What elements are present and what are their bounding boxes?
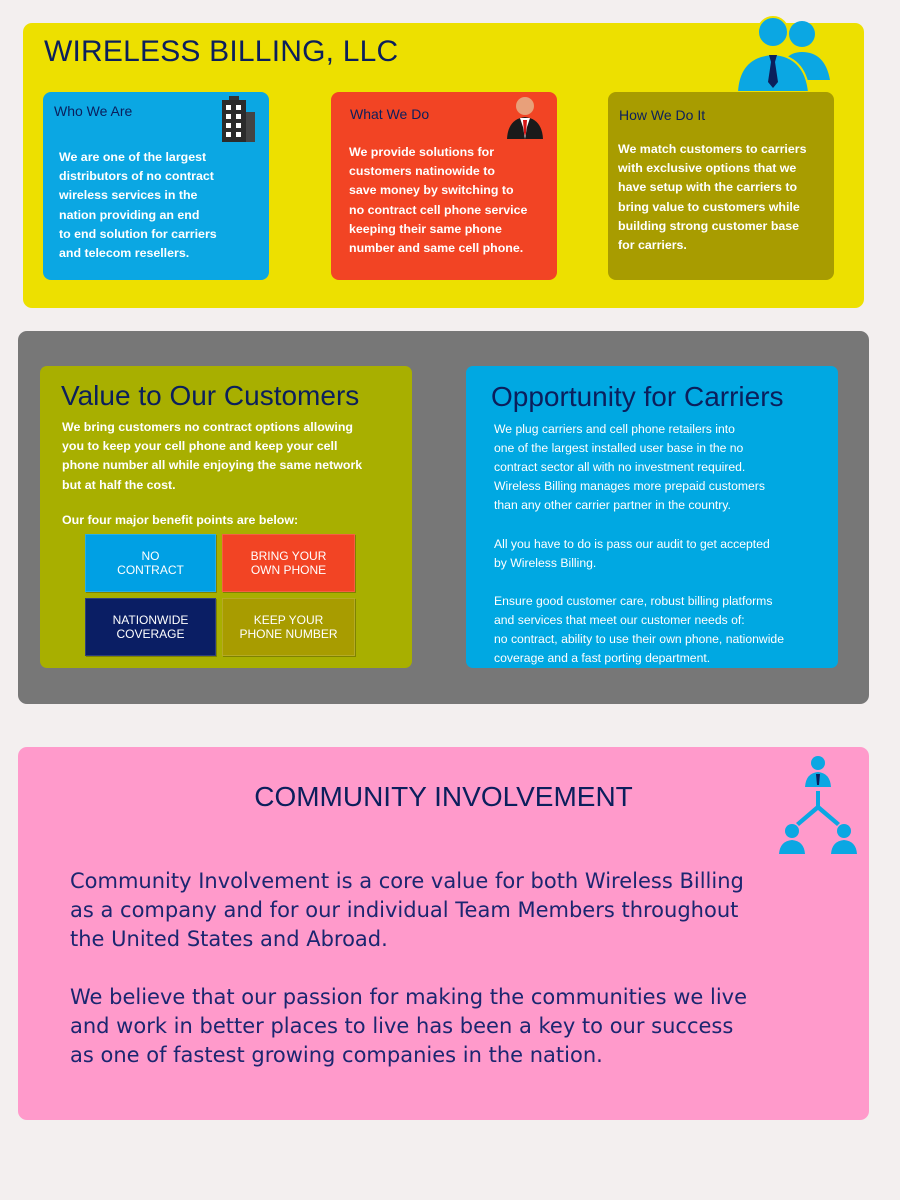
community-paragraph: Community Involvement is a core value for both Wireless Billing as a company and for our individual Team Members throughout the United States and Abroad. [70,869,744,951]
value-to-customers-box [40,366,412,668]
how-we-do-it-card [608,92,834,280]
team-icon [735,12,835,92]
who-we-are-label: Who We Are [54,103,133,119]
what-we-do-label: What We Do [350,106,430,122]
opportunity-for-carriers-box [466,366,838,668]
benefit-nationwide-coverage: NATIONWIDE COVERAGE [85,598,216,656]
who-we-are-text: We are one of the largest distributors of no contract wireless services in the nation providing an end to end solution for carriers and telecom resellers. [59,150,217,261]
carriers-text [494,420,834,687]
benefit-keep-your-phone-number: KEEP YOUR PHONE NUMBER [222,598,355,656]
how-we-do-it-label: How We Do It [619,107,706,123]
businessman-icon [505,95,545,139]
what-we-do-text: We provide solutions for customers natinowide to save money by switching to no contract cell phone service keeping their same phone number and same cell phone. [349,145,528,256]
what-we-do-card [331,92,557,280]
carriers-paragraph: Ensure good customer care, robust billing platforms and services that meet our customer needs of: no contract, ability to use their own phone, nationwide coverage and a fast porting department. [494,593,784,666]
carriers-paragraph: We plug carriers and cell phone retailers into one of the largest installed user base in the no contract sector all with no investment required. Wireless Billing manages more prepaid customers than any other carrier partner in the country. [494,422,765,513]
carriers-heading: Opportunity for Carriers [491,381,784,412]
value-heading: Value to Our Customers [61,380,360,411]
community-text [70,867,750,1099]
value-opportunity-panel [18,331,869,704]
community-heading: COMMUNITY INVOLVEMENT [254,781,633,812]
people-network-icon [778,755,858,855]
benefit-bring-your-own-phone: BRING YOUR OWN PHONE [222,534,355,592]
how-we-do-it-text: We match customers to carriers with exclusive options that we have setup with the carriers to bring value to customers while building strong customer base for carriers. [618,142,807,253]
who-we-are-card [43,92,269,280]
intro-panel [23,23,864,308]
company-title: WIRELESS BILLING, LLC [44,35,399,68]
benefit-intro: Our four major benefit points are below: [62,513,299,527]
community-panel [18,747,869,1120]
value-text: We bring customers no contract options allowing you to keep your cell phone and keep your cell phone number all while enjoying the same network but at half the cost. [62,420,363,492]
carriers-paragraph: All you have to do is pass our audit to get accepted by Wireless Billing. [494,536,770,570]
benefit-no-contract: NO CONTRACT [85,534,216,592]
community-paragraph: We believe that our passion for making the communities we live and work in better places to live has been a key to our success as one of fastest growing companies in the nation. [70,985,748,1067]
building-icon [219,96,257,142]
